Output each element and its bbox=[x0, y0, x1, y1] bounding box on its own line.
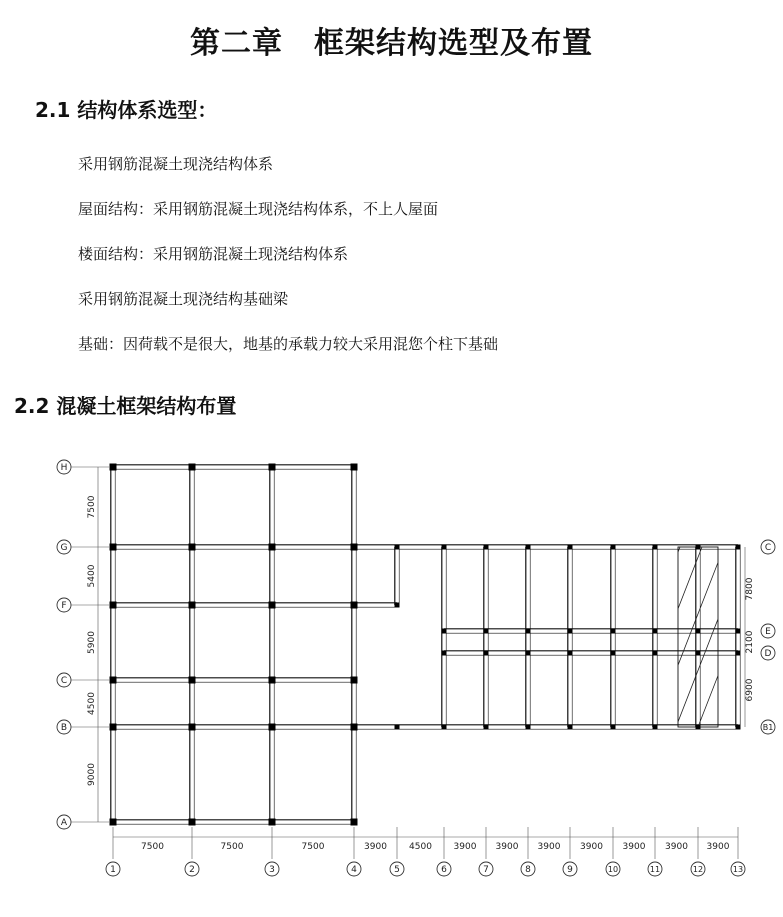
axis-label: A bbox=[60, 818, 68, 828]
axis-label: B bbox=[60, 723, 68, 733]
dimension-label: 4500 bbox=[87, 692, 97, 715]
column-axis-4 bbox=[347, 862, 361, 876]
column bbox=[568, 545, 573, 550]
column bbox=[351, 724, 358, 731]
row-axis-B bbox=[57, 720, 71, 734]
axis-label: H bbox=[60, 463, 68, 473]
column bbox=[110, 677, 117, 684]
row-axis-A bbox=[57, 815, 71, 829]
axis-label: 13 bbox=[732, 865, 744, 874]
column-axis-12 bbox=[691, 862, 705, 876]
column-axis-11 bbox=[648, 862, 662, 876]
dimension-label: 3900 bbox=[495, 842, 519, 852]
column bbox=[269, 464, 276, 471]
column bbox=[269, 677, 276, 684]
column bbox=[351, 544, 358, 551]
column bbox=[484, 651, 489, 656]
dimension-label: 7800 bbox=[745, 577, 755, 601]
column bbox=[189, 819, 196, 826]
column bbox=[611, 629, 616, 634]
row-axis-C bbox=[57, 673, 71, 687]
hatched-opening bbox=[478, 547, 783, 727]
axis-label: D bbox=[764, 649, 772, 659]
paragraph: 采用钢筋混凝土现浇结构体系 bbox=[78, 155, 274, 173]
column bbox=[351, 602, 358, 609]
column bbox=[526, 629, 531, 634]
axis-label: 9 bbox=[567, 865, 573, 875]
hatch-line bbox=[522, 547, 592, 727]
hatch-line bbox=[698, 547, 768, 727]
column bbox=[110, 602, 117, 609]
column bbox=[653, 725, 658, 730]
axis-label: 2 bbox=[189, 865, 195, 875]
column-axis-3 bbox=[265, 862, 279, 876]
dimension-label: 6900 bbox=[745, 678, 755, 702]
column bbox=[484, 629, 489, 634]
column-axis-8 bbox=[521, 862, 535, 876]
right-axis-C bbox=[761, 540, 775, 554]
dimension-label: 7500 bbox=[220, 842, 244, 852]
column bbox=[653, 629, 658, 634]
column bbox=[395, 725, 400, 730]
column bbox=[611, 651, 616, 656]
column bbox=[189, 464, 196, 471]
dimension-label: 7500 bbox=[301, 842, 325, 852]
hatch-line bbox=[588, 547, 658, 727]
hatch-line bbox=[500, 547, 570, 727]
column bbox=[696, 545, 701, 550]
column-axis-1 bbox=[106, 862, 120, 876]
dimension-label: 3900 bbox=[665, 842, 688, 852]
axis-label: 10 bbox=[607, 865, 619, 874]
paragraph: 基础：因荷载不是很大，地基的承载力较大采用混您个柱下基础 bbox=[78, 335, 499, 353]
page-title: 第二章 框架结构选型及布置 bbox=[190, 26, 593, 61]
column bbox=[484, 545, 489, 550]
column bbox=[395, 603, 400, 608]
column-axis-7 bbox=[479, 862, 493, 876]
axis-label: C bbox=[764, 543, 772, 553]
hatch-line bbox=[632, 547, 702, 727]
dimension-label: 4500 bbox=[409, 842, 432, 852]
column bbox=[696, 629, 701, 634]
column bbox=[351, 464, 358, 471]
column bbox=[442, 545, 447, 550]
dimension-label: 9000 bbox=[87, 763, 97, 786]
paragraph: 屋面结构：采用钢筋混凝土现浇结构体系，不上人屋面 bbox=[78, 200, 439, 218]
axis-label: 11 bbox=[649, 865, 661, 874]
column bbox=[568, 629, 573, 634]
axis-label: 3 bbox=[269, 865, 275, 875]
dimension-label: 3900 bbox=[364, 842, 387, 852]
column bbox=[110, 544, 117, 551]
column bbox=[189, 544, 196, 551]
column bbox=[110, 464, 117, 471]
column-axis-2 bbox=[185, 862, 199, 876]
column bbox=[736, 725, 741, 730]
dimension-label: 3900 bbox=[537, 842, 561, 852]
dimension-label: 2100 bbox=[745, 630, 755, 654]
column bbox=[442, 629, 447, 634]
hatch-line bbox=[544, 547, 614, 727]
column bbox=[189, 677, 196, 684]
dimension-label: 7500 bbox=[87, 495, 97, 519]
dimension-label: 3900 bbox=[622, 842, 646, 852]
right-axis-D bbox=[761, 646, 775, 660]
dimension-label: 3900 bbox=[453, 842, 477, 852]
paragraph: 采用钢筋混凝土现浇结构基础梁 bbox=[78, 290, 289, 308]
column-axis-10 bbox=[606, 862, 620, 876]
column bbox=[526, 725, 531, 730]
right-axis-E bbox=[761, 624, 775, 638]
column bbox=[351, 819, 358, 826]
column bbox=[736, 651, 741, 656]
axis-label: 7 bbox=[483, 865, 489, 875]
column bbox=[351, 677, 358, 684]
axis-label: 12 bbox=[692, 865, 704, 874]
dimension-label: 5900 bbox=[87, 631, 97, 654]
opening-outline bbox=[678, 547, 718, 727]
column bbox=[442, 651, 447, 656]
axis-label: F bbox=[61, 601, 67, 611]
column bbox=[269, 724, 276, 731]
column bbox=[611, 725, 616, 730]
axis-label: 8 bbox=[525, 865, 531, 875]
column bbox=[526, 651, 531, 656]
column bbox=[653, 651, 658, 656]
hatch-line bbox=[654, 547, 724, 727]
axis-label: C bbox=[60, 676, 68, 686]
column bbox=[269, 819, 276, 826]
column bbox=[442, 725, 447, 730]
row-axis-H bbox=[57, 460, 71, 474]
dimension-label: 5400 bbox=[87, 564, 97, 588]
row-axis-G bbox=[57, 540, 71, 554]
dimension-label: 3900 bbox=[580, 842, 603, 852]
axis-label: E bbox=[765, 627, 771, 637]
section-heading-frame-layout: 2.2 混凝土框架结构布置 bbox=[14, 394, 237, 418]
column-axis-5 bbox=[390, 862, 404, 876]
paragraph: 楼面结构：采用钢筋混凝土现浇结构体系 bbox=[78, 245, 349, 263]
column bbox=[269, 544, 276, 551]
section-heading-structural-system: 2.1 结构体系选型： bbox=[35, 98, 218, 122]
column bbox=[189, 602, 196, 609]
right-axis-B1 bbox=[761, 720, 775, 734]
column-axis-6 bbox=[437, 862, 451, 876]
dimension-label: 3900 bbox=[706, 842, 730, 852]
hatch-line bbox=[566, 547, 636, 727]
column bbox=[110, 819, 117, 826]
column-axis-9 bbox=[563, 862, 577, 876]
column bbox=[526, 545, 531, 550]
column bbox=[736, 629, 741, 634]
axis-label: G bbox=[60, 543, 68, 553]
axis-label: 6 bbox=[441, 865, 447, 875]
hatch-line bbox=[610, 547, 680, 727]
column bbox=[696, 725, 701, 730]
column bbox=[736, 545, 741, 550]
column bbox=[653, 545, 658, 550]
axis-label: B1 bbox=[762, 723, 774, 732]
structural-floor-plan bbox=[0, 455, 783, 917]
row-axis-F bbox=[57, 598, 71, 612]
axis-label: 1 bbox=[110, 865, 116, 875]
axis-label: 4 bbox=[351, 865, 357, 875]
column bbox=[568, 725, 573, 730]
column bbox=[395, 545, 400, 550]
column bbox=[696, 651, 701, 656]
column bbox=[568, 651, 573, 656]
column-axis-13 bbox=[731, 862, 745, 876]
column bbox=[269, 602, 276, 609]
dimension-label: 7500 bbox=[141, 842, 164, 852]
column bbox=[110, 724, 117, 731]
column bbox=[189, 724, 196, 731]
column bbox=[611, 545, 616, 550]
axis-label: 5 bbox=[394, 865, 400, 875]
column bbox=[484, 725, 489, 730]
